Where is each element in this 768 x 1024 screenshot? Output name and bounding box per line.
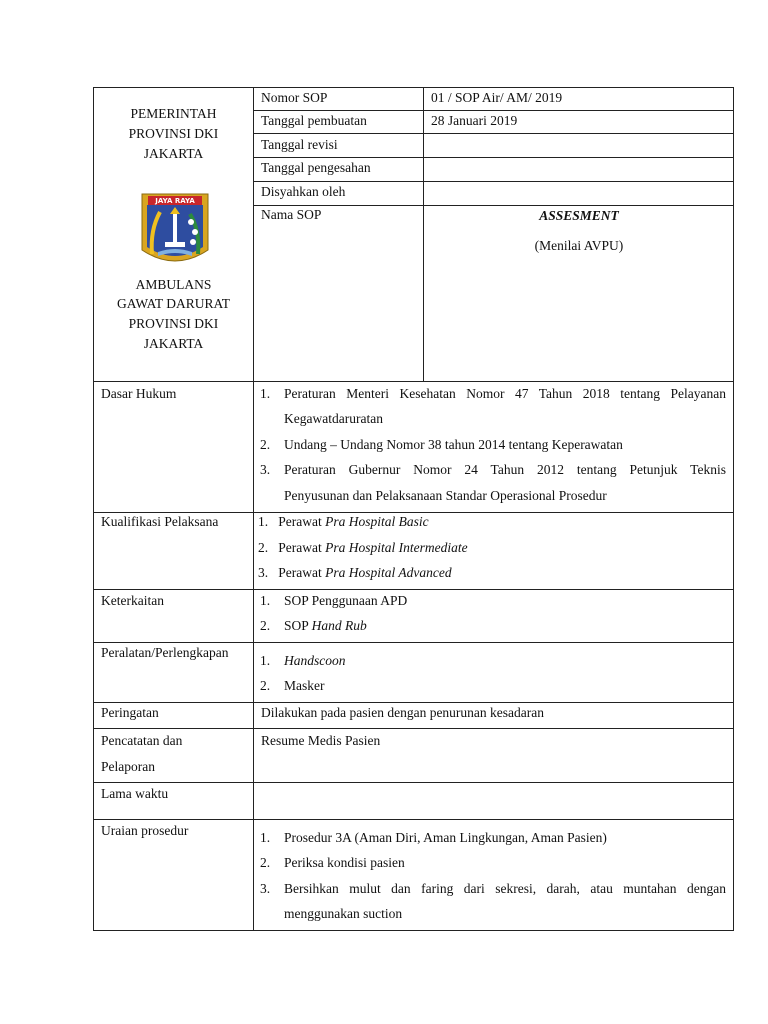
list-item: Undang – Undang Nomor 38 tahun 2014 tentang Keperawatan — [284, 437, 623, 452]
nomor-sop-label: Nomor SOP — [261, 90, 328, 105]
list-item: Masker — [284, 678, 325, 693]
list-item: Peraturan Gubernur Nomor 24 Tahun 2012 tentang Petunjuk Teknis — [284, 462, 726, 477]
pencatatan-value: Resume Medis Pasien — [261, 733, 381, 748]
nomor-sop-value: 01 / SOP Air/ AM/ 2019 — [431, 90, 563, 105]
uraian-label: Uraian prosedur — [101, 823, 189, 838]
disyahkan-oleh-label: Disyahkan oleh — [261, 184, 346, 199]
pencatatan-label: Pencatatan dan — [101, 733, 183, 748]
list-number: 3. — [258, 565, 269, 580]
list-number: 2. — [260, 618, 271, 633]
list-number: 1. — [260, 653, 271, 668]
org-line: PROVINSI DKI — [128, 126, 219, 141]
logo-text: JAYA RAYA — [155, 197, 195, 205]
org-line: PEMERINTAH — [130, 106, 217, 121]
tanggal-pengesahan-label: Tanggal pengesahan — [261, 160, 371, 175]
list-number: 2. — [260, 855, 271, 870]
kualifikasi-label: Kualifikasi Pelaksana — [101, 514, 219, 529]
jakarta-emblem-logo — [140, 192, 210, 272]
list-item: 1. Perawat Pra Hospital Basic — [258, 514, 429, 529]
list-item: SOP Hand Rub — [284, 618, 367, 633]
keterkaitan-label: Keterkaitan — [101, 593, 164, 608]
list-number: 3. — [260, 881, 271, 896]
list-number: 2. — [260, 678, 271, 693]
list-number: 1. — [260, 830, 271, 845]
list-item: Periksa kondisi pasien — [284, 855, 405, 870]
list-number: 3. — [260, 462, 271, 477]
list-item-continuation: Kegawatdaruratan — [284, 411, 383, 426]
dasar-hukum-label: Dasar Hukum — [101, 386, 177, 401]
list-item-continuation: menggunakan suction — [284, 906, 403, 921]
list-number: 2. — [258, 540, 269, 555]
list-item-continuation: Penyusunan dan Pelaksanaan Standar Operasional Prosedur — [284, 488, 607, 503]
unit-line: AMBULANS — [135, 277, 212, 292]
peringatan-value: Dilakukan pada pasien dengan penurunan kesadaran — [261, 705, 545, 720]
list-item: Peraturan Menteri Kesehatan Nomor 47 Tahun 2018 tentang Pelayanan — [284, 386, 726, 401]
lama-waktu-label: Lama waktu — [101, 786, 169, 801]
tanggal-revisi-label: Tanggal revisi — [261, 137, 338, 152]
peralatan-label: Peralatan/Perlengkapan — [101, 645, 229, 660]
list-number: 1. — [258, 514, 269, 529]
list-item: Prosedur 3A (Aman Diri, Aman Lingkungan, Aman Pasien) — [284, 830, 607, 845]
peringatan-label: Peringatan — [101, 705, 159, 720]
list-number: 2. — [260, 437, 271, 452]
list-item: Handscoon — [284, 653, 346, 668]
list-number: 1. — [260, 593, 271, 608]
sop-subtitle: (Menilai AVPU) — [534, 238, 624, 253]
list-item: 2. Perawat Pra Hospital Intermediate — [258, 540, 468, 555]
unit-line: JAKARTA — [143, 336, 204, 351]
org-line: JAKARTA — [143, 146, 204, 161]
sop-title: ASSESMENT — [539, 208, 619, 223]
nama-sop-label: Nama SOP — [261, 207, 322, 222]
list-item: SOP Penggunaan APD — [284, 593, 408, 608]
pencatatan-label-continuation: Pelaporan — [101, 759, 155, 774]
tanggal-pembuatan-value: 28 Januari 2019 — [431, 113, 518, 128]
tanggal-pembuatan-label: Tanggal pembuatan — [261, 113, 367, 128]
unit-line: PROVINSI DKI — [128, 316, 219, 331]
list-item: 3. Perawat Pra Hospital Advanced — [258, 565, 452, 580]
list-number: 1. — [260, 386, 271, 401]
unit-line: GAWAT DARURAT — [116, 296, 231, 311]
list-item: Bersihkan mulut dan faring dari sekresi, darah, atau muntahan dengan — [284, 881, 726, 896]
